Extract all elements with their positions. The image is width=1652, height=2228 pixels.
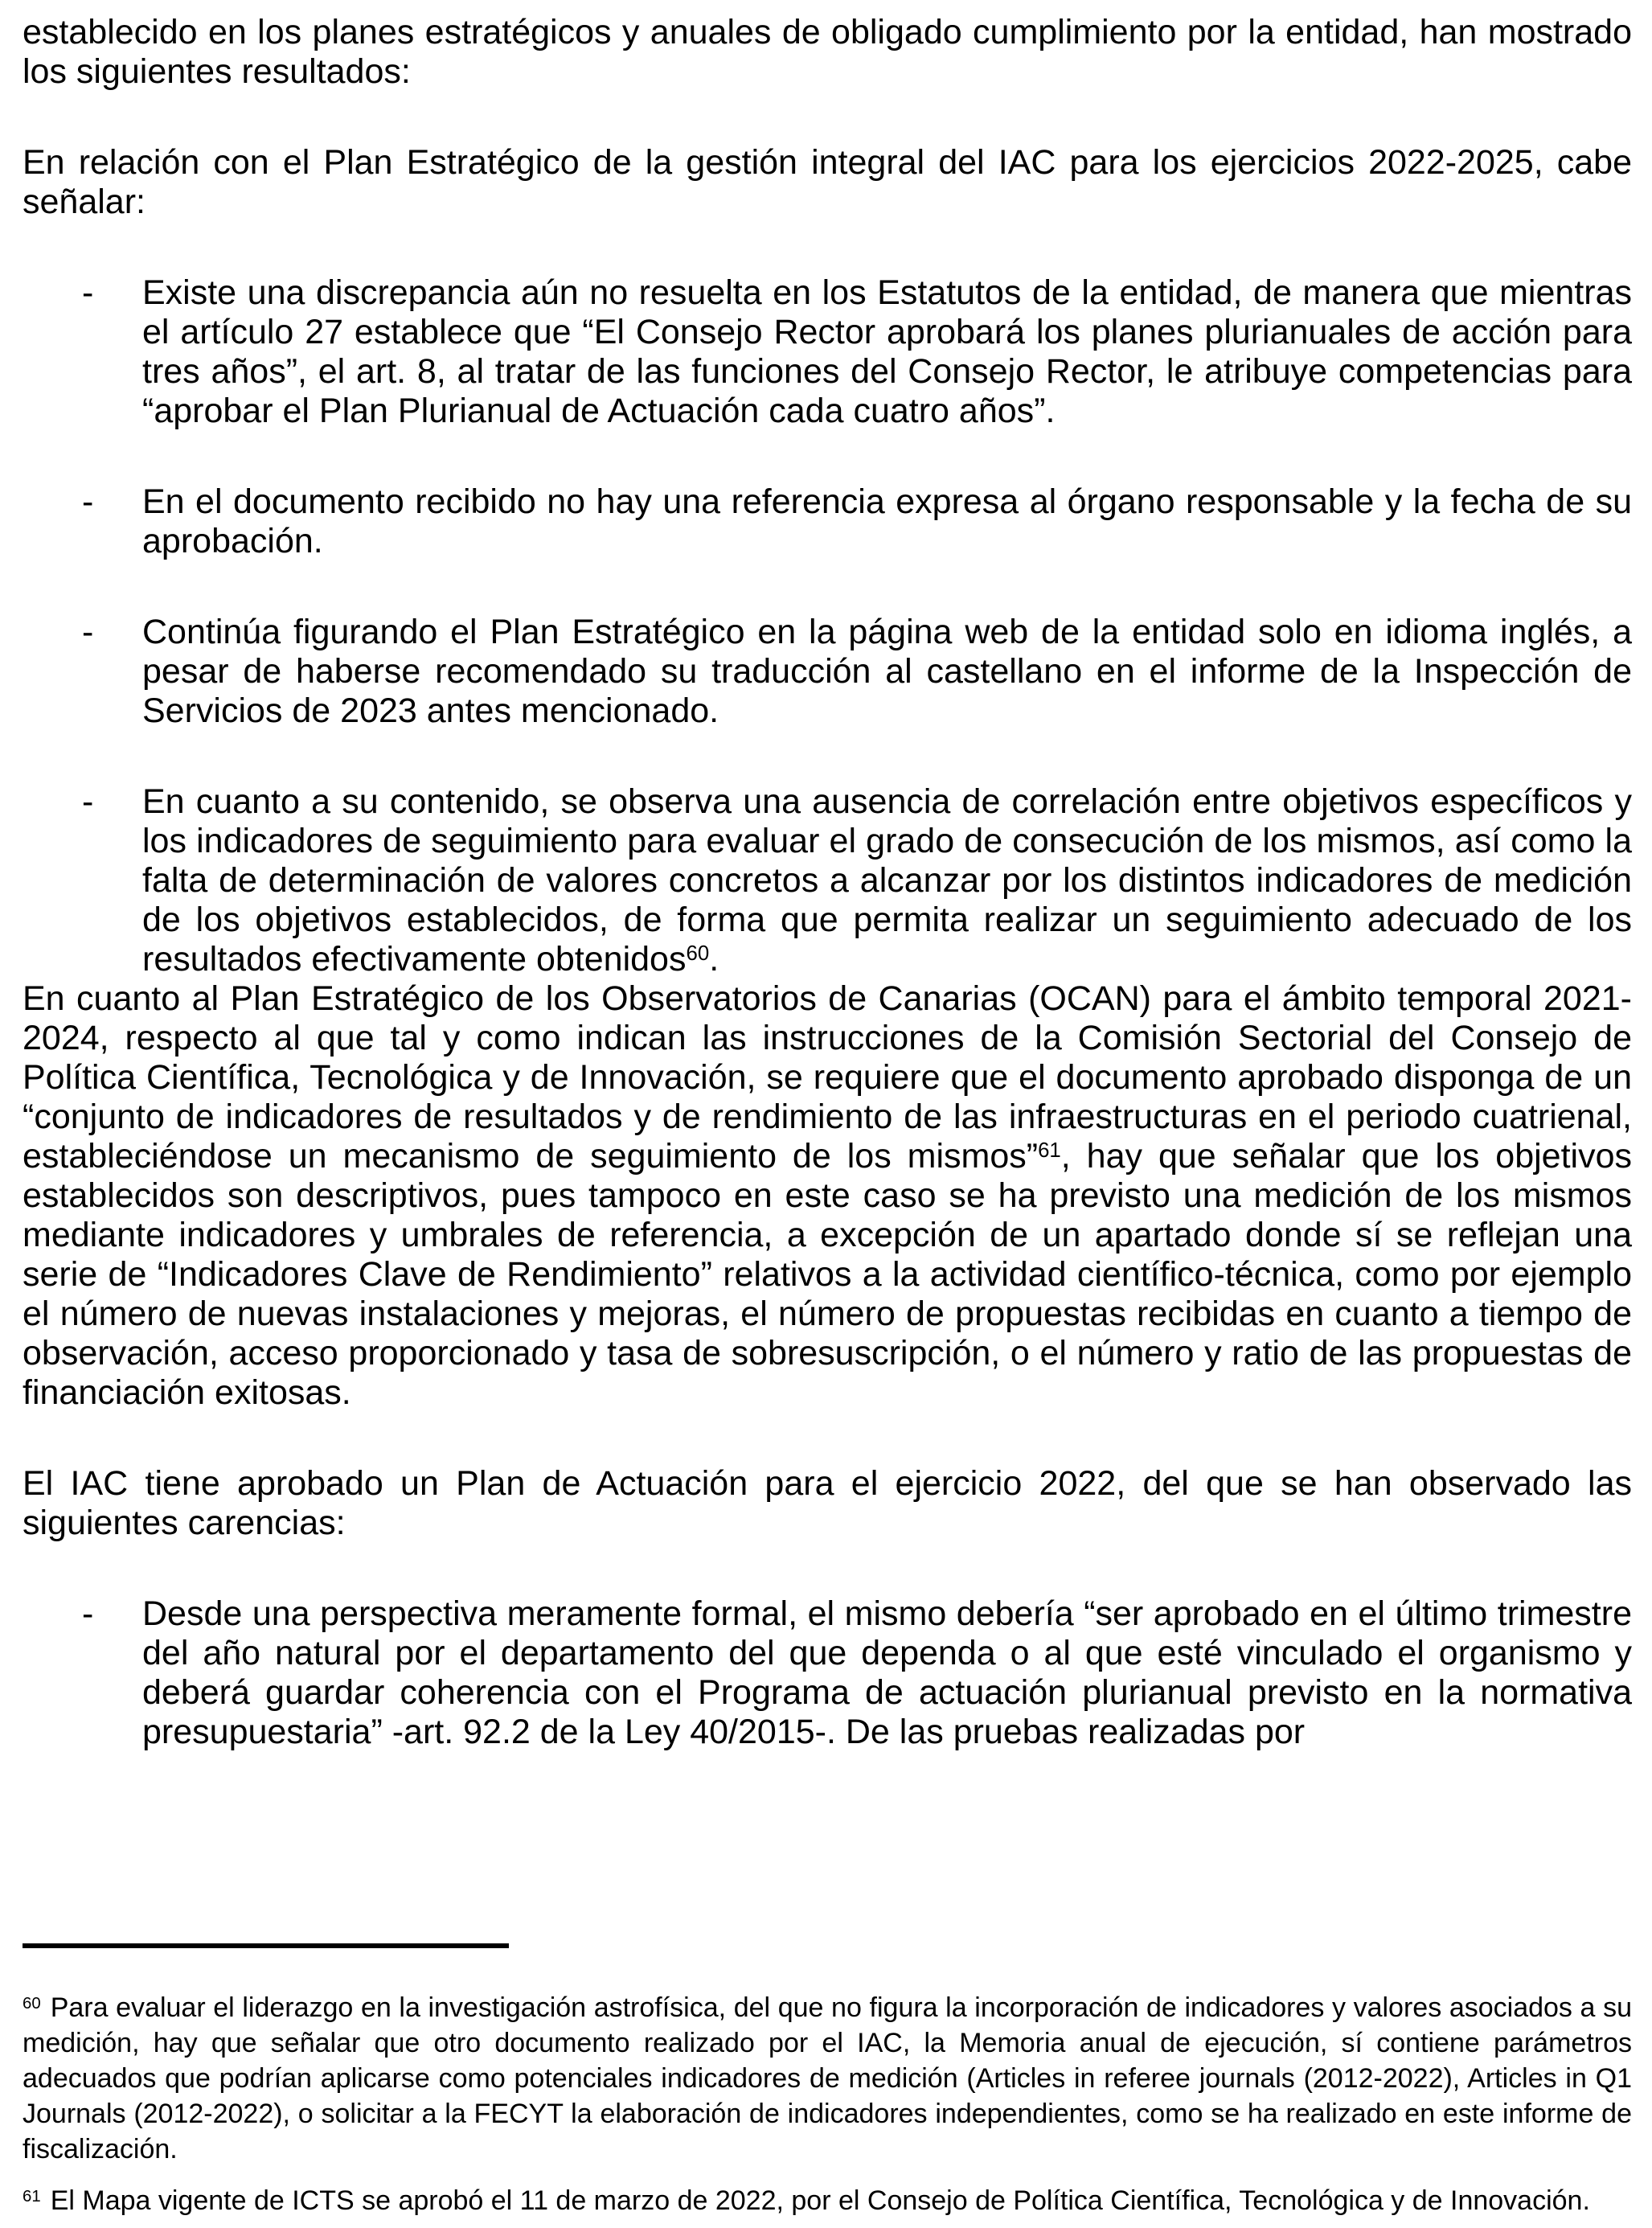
bullet-dash: -: [82, 613, 94, 651]
footnote-60-text: Para evaluar el liderazgo en la investigación astrofísica, del que no figura la incorporación de indicadores y valores asociados a su medición, hay que señalar que otro documento realizado por el IAC, la Memoria anual de ejecución, sí contiene parámetros adecuados que podrían aplicarse como potenciales indicadores de medición (Articles in referee journals (2012-2022), Articles in Q1 Journals (2012-2022), o solicitar a la FECYT la elaboración de indicadores independientes, como se ha realizado en este informe de fiscalización.: [23, 1992, 1632, 2164]
footnote-60: [23, 1990, 1632, 2167]
list-item-correlacion-objetivos: [23, 782, 1632, 979]
list-item-text: [142, 782, 1632, 979]
list-item-discrepancia-estatutos: [23, 273, 1632, 431]
footnote-61-number: 61: [23, 2187, 41, 2205]
footnote-separator: [23, 1943, 509, 1948]
paragraph-text-before-ref: En cuanto al Plan Estratégico de los Observatorios de Canarias (OCAN) para el ámbito temporal 2021-2024, respecto al que tal y como indican las instrucciones de la Comisión Sectorial del Consejo de Política Científica, Tecnológica y de Innovación, se requiere que el documento aprobado disponga de un “conjunto de indicadores de resultados y de rendimiento de las infraestructuras en el periodo cuatrienal, estableciéndose un mecanismo de seguimiento de los mismos”: [23, 979, 1632, 1176]
footnote-ref-61: 61: [1038, 1139, 1061, 1163]
findings-list-plan-estrategico: [23, 273, 1632, 979]
list-item-text: En el documento recibido no hay una referencia expresa al órgano responsable y la fecha de su aprobación.: [142, 482, 1632, 560]
list-item-aprobacion-formal: [23, 1594, 1632, 1752]
list-item-organo-responsable: [23, 482, 1632, 561]
footnote-61: [23, 2183, 1632, 2218]
paragraph-resultados-intro: establecido en los planes estratégicos y anuales de obligado cumplimiento por la entidad, han mostrado los siguientes resultados:: [23, 13, 1632, 91]
list-item-text-after-ref: .: [709, 940, 719, 979]
bullet-dash: -: [82, 482, 94, 521]
paragraph-plan-estrategico-iac: En relación con el Plan Estratégico de la gestión integral del IAC para los ejercicios 2022-2025, cabe señalar:: [23, 143, 1632, 221]
footnotes-section: [23, 1943, 1632, 2218]
list-item-text: Continúa figurando el Plan Estratégico en la página web de la entidad solo en idioma inglés, a pesar de haberse recomendado su traducción al castellano en el informe de la Inspección de Servicios de 2023 antes mencionado.: [142, 613, 1632, 730]
list-item-text: Existe una discrepancia aún no resuelta en los Estatutos de la entidad, de manera que mientras el artículo 27 establece que “El Consejo Rector aprobará los planes plurianuales de acción para tres años”, el art. 8, al tratar de las funciones del Consejo Rector, le atribuye competencias para “aprobar el Plan Plurianual de Actuación cada cuatro años”.: [142, 273, 1632, 430]
paragraph-plan-actuacion-2022: El IAC tiene aprobado un Plan de Actuación para el ejercicio 2022, del que se han observado las siguientes carencias:: [23, 1464, 1632, 1542]
bullet-dash: -: [82, 1594, 94, 1633]
bullet-dash: -: [82, 273, 94, 312]
bullet-dash: -: [82, 782, 94, 821]
footnote-61-text: El Mapa vigente de ICTS se aprobó el 11 de marzo de 2022, por el Consejo de Política Científica, Tecnológica y de Innovación.: [50, 2185, 1590, 2216]
footnote-ref-60: 60: [686, 942, 710, 966]
list-item-text-before-ref: En cuanto a su contenido, se observa una ausencia de correlación entre objetivos específicos y los indicadores de seguimiento para evaluar el grado de consecución de los mismos, así como la falta de determinación de valores concretos a alcanzar por los distintos indicadores de medición de los objetivos establecidos, de forma que permita realizar un seguimiento adecuado de los resultados efectivamente obtenidos: [142, 782, 1632, 979]
findings-list-plan-actuacion: [23, 1594, 1632, 1752]
list-item-text: Desde una perspectiva meramente formal, el mismo debería “ser aprobado en el último trimestre del año natural por el departamento del que dependa o al que esté vinculado el organismo y deberá guardar coherencia con el Programa de actuación plurianual previsto en la normativa presupuestaria” -art. 92.2 de la Ley 40/2015-. De las pruebas realizadas por: [142, 1594, 1632, 1751]
paragraph-ocan: [23, 979, 1632, 1413]
footnote-60-number: 60: [23, 1994, 41, 2013]
list-item-web-ingles: [23, 613, 1632, 731]
paragraph-text-after-ref: , hay que señalar que los objetivos establecidos son descriptivos, pues tampoco en este caso se ha previsto una medición de los mismos mediante indicadores y umbrales de referencia, a excepción de un apartado donde sí se reflejan una serie de “Indicadores Clave de Rendimiento” relativos a la actividad científico-técnica, como por ejemplo el número de nuevas instalaciones y mejoras, el número de propuestas recibidas en cuanto a tiempo de observación, acceso proporcionado y tasa de sobresuscripción, o el número y ratio de las propuestas de financiación exitosas.: [23, 1137, 1632, 1412]
